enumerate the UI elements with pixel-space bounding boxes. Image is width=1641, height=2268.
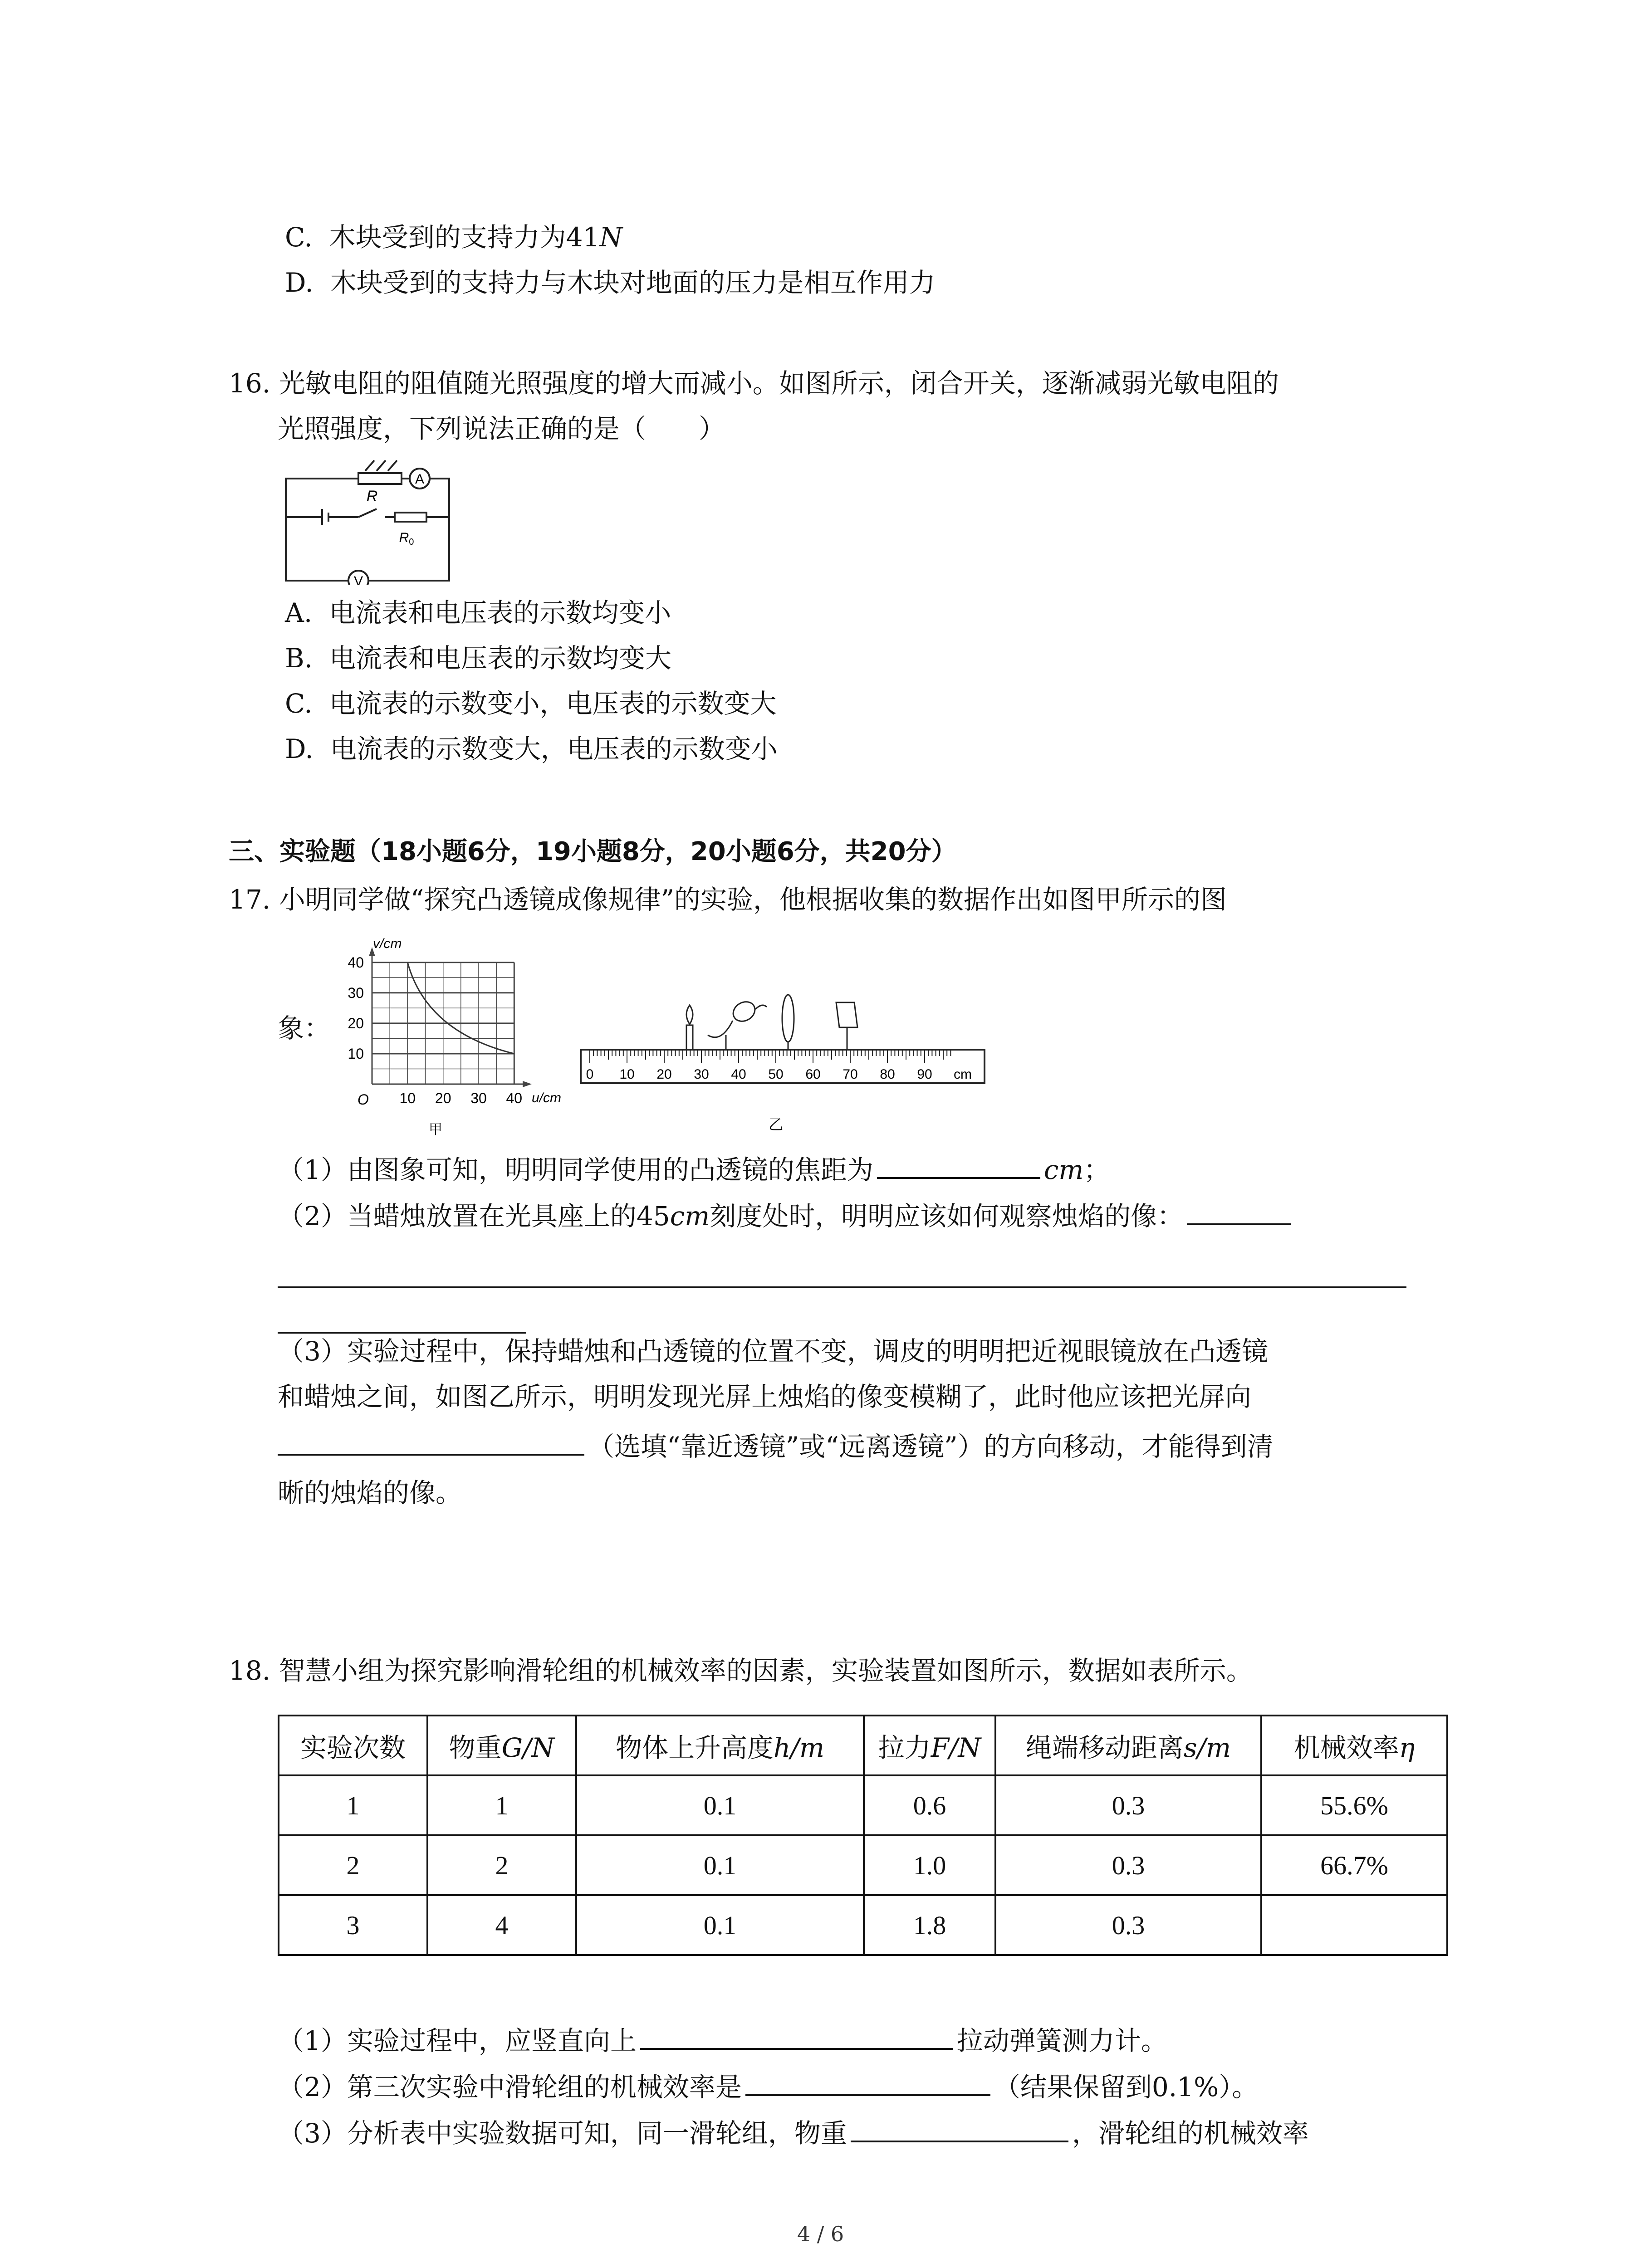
q17-stem-cont: 象： (278, 1013, 331, 1044)
option-text: 电流表的示数变小，电压表的示数变大 (329, 688, 777, 719)
q18-sub3: （3）分析表中实验数据可知，同一滑轮组，物重 ，滑轮组的机械效率 (278, 2118, 1309, 2149)
table-row (279, 1895, 1447, 1955)
q17-sub3-line1: （3）实验过程中，保持蜡烛和凸透镜的位置不变，调皮的明明把近视眼镜放在凸透镜 (278, 1336, 1268, 1367)
option-text: 电流表和电压表的示数均变大 (329, 643, 671, 674)
table-cell: 2 (427, 1835, 576, 1895)
bench-tick-label: 30 (694, 1067, 709, 1082)
q18-sub1: （1）实验过程中，应竖直向上 拉动弹簧测力计。 (278, 2025, 1167, 2056)
bench-unit: cm (954, 1067, 972, 1082)
resistor-r0-label: $R_0$ (399, 530, 414, 547)
q17-sub3-line3: （选填“靠近透镜”或“远离透镜”）的方向移动，才能得到清 (278, 1433, 1274, 1460)
graph-xlabel: u/cm (532, 1090, 562, 1105)
answer-line[interactable] (278, 1332, 526, 1334)
table-cell: 1 (279, 1775, 427, 1835)
x-tick-label: 20 (435, 1090, 451, 1106)
y-tick-label: 20 (348, 1015, 364, 1031)
bench-tick-label: 60 (805, 1067, 821, 1082)
bench-tick-label: 40 (731, 1067, 746, 1082)
option-label: D. (285, 733, 314, 764)
answer-blank[interactable] (877, 1177, 1040, 1179)
q17-sub3-line2: 和蜡烛之间，如图乙所示，明明发现光屏上烛焰的像变模糊了，此时他应该把光屏向 (278, 1381, 1252, 1412)
bench-tick-label: 10 (619, 1067, 635, 1082)
q16-option-c (285, 690, 777, 717)
table-header-cell: 实验次数 (279, 1716, 427, 1775)
section-heading: 三、实验题（18小题6分，19小题8分，20小题6分，共20分） (229, 837, 957, 866)
y-tick-label: 10 (348, 1046, 364, 1062)
table-cell: 1 (427, 1775, 576, 1835)
q16-stem-line1: 16. 光敏电阻的阻值随光照强度的增大而减小。如图所示，闭合开关，逐渐减弱光敏电阻的 (229, 368, 1279, 399)
table-cell: 1.0 (864, 1835, 995, 1895)
option-text: 木块受到的支持力为41 (329, 222, 600, 253)
table-cell: 0.3 (995, 1775, 1261, 1835)
bench-tick-label: 80 (880, 1067, 895, 1082)
answer-blank[interactable] (851, 2140, 1068, 2142)
graph-caption: 甲 (429, 1122, 442, 1137)
graph-ylabel: v/cm (373, 936, 402, 951)
y-tick-label: 40 (348, 954, 364, 971)
x-tick-label: 40 (506, 1090, 523, 1106)
table-cell-empty[interactable] (1261, 1895, 1447, 1955)
q18-sub2: （2）第三次实验中滑轮组的机械效率是 （结果保留到0.1%）。 (278, 2072, 1259, 2102)
screen-icon (836, 1002, 857, 1050)
option-label: C. (285, 688, 313, 719)
page-number: 4 / 6 (797, 2222, 844, 2246)
q16-option-d (285, 733, 778, 764)
q17-sub3-line4: 晰的烛焰的像。 (278, 1477, 462, 1508)
answer-line[interactable] (278, 1286, 1406, 1288)
q18-data-table (278, 1715, 1448, 1956)
q17-optical-bench-yi (576, 989, 1003, 1143)
answer-blank[interactable] (1187, 1223, 1291, 1225)
table-cell: 3 (279, 1895, 427, 1955)
bench-caption: 乙 (768, 1116, 784, 1133)
q16-circuit-diagram (281, 458, 458, 585)
table-header-cell: 物体上升高度h/m (576, 1716, 864, 1775)
q18-stem: 18. 智慧小组为探究影响滑轮组的机械效率的因素，实验装置如图所示，数据如表所示。 (229, 1655, 1253, 1686)
convex-lens-icon (782, 995, 794, 1050)
question-number: 17. (229, 884, 271, 915)
table-header-cell: 物重G/N (427, 1716, 576, 1775)
candle-icon (686, 1005, 693, 1050)
q16-option-a (285, 597, 671, 628)
y-tick-label: 30 (348, 985, 364, 1001)
table-cell: 4 (427, 1895, 576, 1955)
table-header-cell: 拉力F/N (864, 1716, 995, 1775)
table-cell: 0.1 (576, 1775, 864, 1835)
bench-tick-label: 70 (843, 1067, 858, 1082)
x-tick-label: 30 (470, 1090, 487, 1106)
q16-option-b (285, 643, 671, 674)
bench-tick-label: 20 (656, 1067, 672, 1082)
answer-blank[interactable] (745, 2094, 990, 2096)
option-text: 电流表的示数变大，电压表的示数变小 (330, 733, 778, 764)
q17-sub1: （1）由图象可知，明明同学使用的凸透镜的焦距为 cm； (278, 1154, 1110, 1185)
table-cell: 0.1 (576, 1895, 864, 1955)
question-number: 16. (229, 368, 271, 399)
voltmeter-label: V (353, 574, 363, 585)
q17-sub2: （2）当蜡烛放置在光具座上的45cm刻度处时，明明应该如何观察烛焰的像： (278, 1203, 1295, 1229)
option-label: D. (285, 267, 314, 298)
option-text: 电流表和电压表的示数均变小 (329, 597, 671, 628)
option-label: A. (285, 597, 313, 628)
question-number: 18. (229, 1655, 271, 1686)
option-label: B. (285, 643, 313, 674)
answer-blank[interactable] (640, 2048, 953, 2050)
table-cell: 0.1 (576, 1835, 864, 1895)
graph-origin: O (358, 1091, 369, 1108)
option-text: 木块受到的支持力与木块对地面的压力是相互作用力 (330, 267, 936, 298)
table-header-row (279, 1716, 1447, 1775)
bench-tick-label: 50 (768, 1067, 784, 1082)
x-tick-label: 10 (399, 1090, 416, 1106)
table-header-cell: 绳端移动距离s/m (995, 1716, 1261, 1775)
q17-stem: 17. 小明同学做“探究凸透镜成像规律”的实验，他根据收集的数据作出如图甲所示的图 (229, 884, 1227, 915)
table-cell: 0.3 (995, 1895, 1261, 1955)
table-cell: 1.8 (864, 1895, 995, 1955)
q15-option-d (285, 269, 936, 296)
resistor-r-label: R (366, 488, 378, 505)
table-cell: 2 (279, 1835, 427, 1895)
answer-blank[interactable] (278, 1453, 584, 1456)
bench-tick-label: 0 (586, 1067, 594, 1082)
table-cell: 0.3 (995, 1835, 1261, 1895)
bench-tick-label: 90 (917, 1067, 932, 1082)
table-row (279, 1835, 1447, 1895)
table-row (279, 1775, 1447, 1835)
unit-n: N (599, 222, 623, 253)
ammeter-label: A (415, 472, 425, 487)
q17-graph-jia (345, 934, 581, 1143)
table-cell: 66.7% (1261, 1835, 1447, 1895)
table-cell: 55.6% (1261, 1775, 1447, 1835)
glasses-icon (708, 998, 767, 1050)
q15-option-c (285, 222, 623, 253)
q16-stem-line2: 光照强度，下列说法正确的是（ ） (278, 413, 725, 444)
option-label: C. (285, 222, 313, 253)
table-header-cell: 机械效率η (1261, 1716, 1447, 1775)
table-cell: 0.6 (864, 1775, 995, 1835)
